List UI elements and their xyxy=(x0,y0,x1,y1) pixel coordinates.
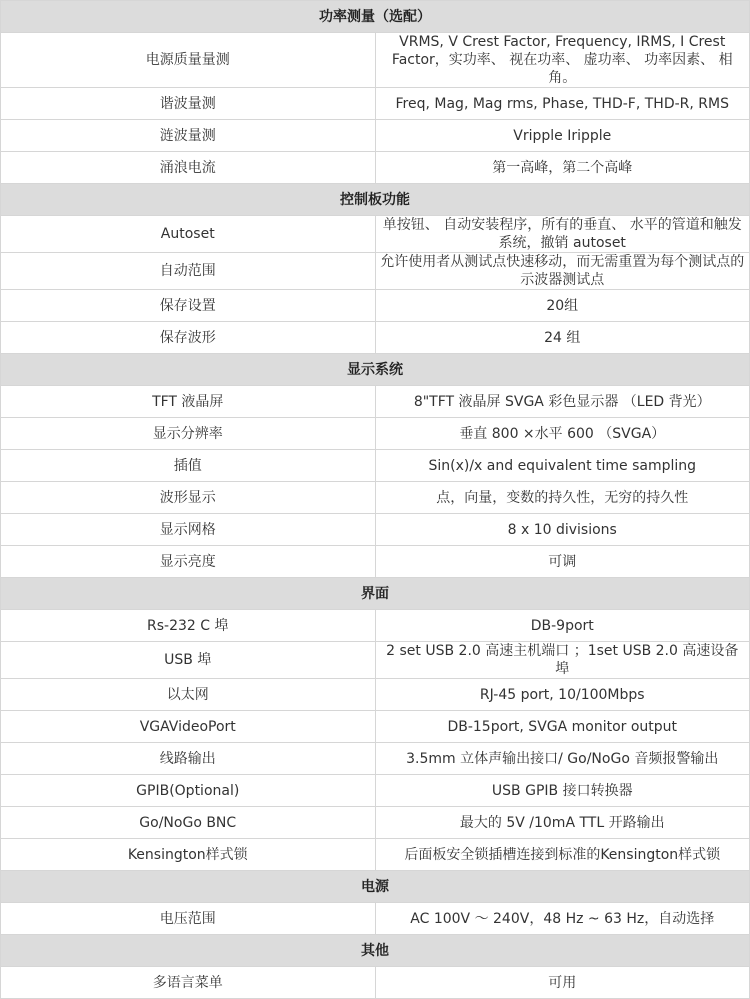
table-row xyxy=(1,807,750,839)
section-header-row xyxy=(1,935,750,967)
row-value: 3.5mm 立体声输出接口/ Go/NoGo 音频报警输出 xyxy=(375,743,750,775)
row-value: Freq, Mag, Mag rms, Phase, THD-F, THD-R, RMS xyxy=(375,88,750,120)
table-row xyxy=(1,482,750,514)
table-row xyxy=(1,903,750,935)
row-value: VRMS, V Crest Factor, Frequency, IRMS, I Crest Factor，实功率、 视在功率、 虚功率、 功率因素、 相角。 xyxy=(375,33,750,88)
row-value: 可用 xyxy=(375,967,750,999)
row-label: 以太网 xyxy=(1,679,376,711)
row-value: Sin(x)/x and equivalent time sampling xyxy=(375,450,750,482)
row-label: 显示亮度 xyxy=(1,546,376,578)
row-value: DB-9port xyxy=(375,610,750,642)
row-value: 2 set USB 2.0 高速主机端口 ；1set USB 2.0 高速设备埠 xyxy=(375,642,750,679)
row-label: 波形显示 xyxy=(1,482,376,514)
section-title: 控制板功能 xyxy=(1,184,750,216)
row-label: USB 埠 xyxy=(1,642,376,679)
section-title: 界面 xyxy=(1,578,750,610)
table-row xyxy=(1,152,750,184)
section-header-row xyxy=(1,578,750,610)
row-value: 允许使用者从测试点快速移动，而无需重置为每个测试点的示波器测试点 xyxy=(375,253,750,290)
row-value: 20组 xyxy=(375,290,750,322)
row-label: TFT 液晶屏 xyxy=(1,386,376,418)
row-value: 最大的 5V /10mA TTL 开路输出 xyxy=(375,807,750,839)
row-value: Vripple Iripple xyxy=(375,120,750,152)
row-value: AC 100V ～ 240V，48 Hz ~ 63 Hz，自动选择 xyxy=(375,903,750,935)
row-value: 8 x 10 divisions xyxy=(375,514,750,546)
row-label: 谐波量测 xyxy=(1,88,376,120)
table-row xyxy=(1,33,750,88)
row-label: Autoset xyxy=(1,216,376,253)
row-value: 可调 xyxy=(375,546,750,578)
section-title: 电源 xyxy=(1,871,750,903)
section-title: 功率测量（选配） xyxy=(1,1,750,33)
row-label: 电压范围 xyxy=(1,903,376,935)
table-row xyxy=(1,610,750,642)
row-label: 插值 xyxy=(1,450,376,482)
table-row xyxy=(1,711,750,743)
table-row xyxy=(1,450,750,482)
section-header-row xyxy=(1,871,750,903)
table-row xyxy=(1,642,750,679)
row-value: 24 组 xyxy=(375,322,750,354)
table-row xyxy=(1,514,750,546)
table-row xyxy=(1,839,750,871)
section-header-row xyxy=(1,1,750,33)
section-header-row xyxy=(1,184,750,216)
row-value: 8"TFT 液晶屏 SVGA 彩色显示器 （LED 背光） xyxy=(375,386,750,418)
row-value: 垂直 800 ×水平 600 （SVGA） xyxy=(375,418,750,450)
row-label: 保存波形 xyxy=(1,322,376,354)
table-row xyxy=(1,216,750,253)
table-row xyxy=(1,120,750,152)
row-label: 电源质量量测 xyxy=(1,33,376,88)
row-label: 线路输出 xyxy=(1,743,376,775)
row-label: 保存设置 xyxy=(1,290,376,322)
row-label: GPIB(Optional) xyxy=(1,775,376,807)
row-value: 单按钮、 自动安装程序，所有的垂直、 水平的管道和触发系统，撤销 autoset xyxy=(375,216,750,253)
row-label: 显示网格 xyxy=(1,514,376,546)
section-title: 显示系统 xyxy=(1,354,750,386)
table-row xyxy=(1,418,750,450)
row-label: 涌浪电流 xyxy=(1,152,376,184)
table-row xyxy=(1,967,750,999)
section-header-row xyxy=(1,354,750,386)
table-row xyxy=(1,386,750,418)
row-label: 自动范围 xyxy=(1,253,376,290)
row-value: DB-15port, SVGA monitor output xyxy=(375,711,750,743)
row-label: 显示分辨率 xyxy=(1,418,376,450)
row-label: 多语言菜单 xyxy=(1,967,376,999)
table-row xyxy=(1,290,750,322)
row-value: USB GPIB 接口转换器 xyxy=(375,775,750,807)
table-row xyxy=(1,546,750,578)
row-value: 第一高峰，第二个高峰 xyxy=(375,152,750,184)
table-row xyxy=(1,743,750,775)
table-row xyxy=(1,322,750,354)
row-label: 涟波量测 xyxy=(1,120,376,152)
table-row xyxy=(1,775,750,807)
row-value: 点，向量，变数的持久性，无穷的持久性 xyxy=(375,482,750,514)
row-label: Rs-232 C 埠 xyxy=(1,610,376,642)
row-label: Go/NoGo BNC xyxy=(1,807,376,839)
table-row xyxy=(1,253,750,290)
row-label: VGAVideoPort xyxy=(1,711,376,743)
row-label: Kensington样式锁 xyxy=(1,839,376,871)
row-value: RJ-45 port, 10/100Mbps xyxy=(375,679,750,711)
table-row xyxy=(1,679,750,711)
section-title: 其他 xyxy=(1,935,750,967)
table-row xyxy=(1,88,750,120)
row-value: 后面板安全锁插槽连接到标准的Kensington样式锁 xyxy=(375,839,750,871)
